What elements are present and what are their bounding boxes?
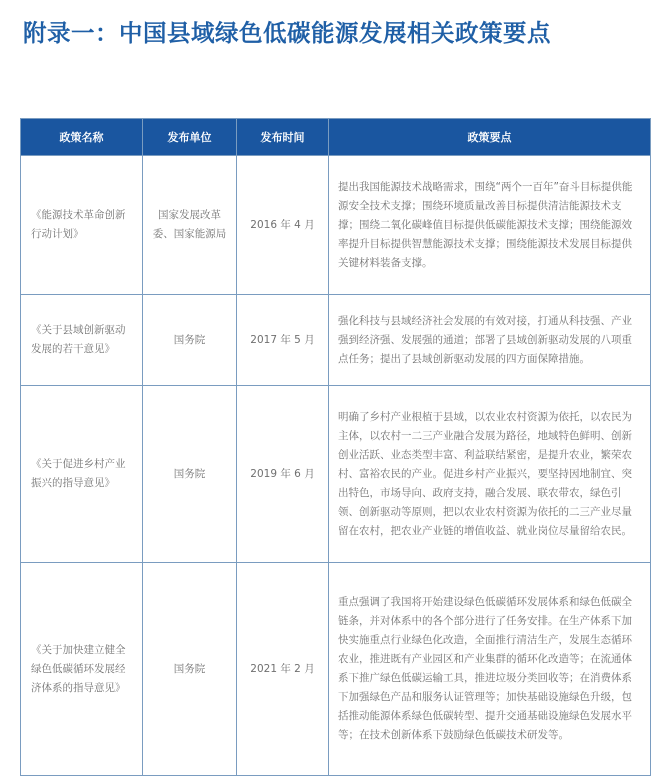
date-cell: 2019 年 6 月 [237, 386, 329, 563]
policy-name-cell: 《关于县域创新驱动发展的若干意见》 [21, 295, 143, 386]
policy-name-cell: 《能源技术革命创新行动计划》 [21, 156, 143, 295]
issuer-cell: 国务院 [143, 386, 237, 563]
table-row [21, 295, 651, 386]
issuer-cell: 国务院 [143, 295, 237, 386]
header-key-points: 政策要点 [329, 119, 651, 156]
key-points-cell: 明确了乡村产业根植于县域，以农业农村资源为依托，以农民为主体，以农村一二三产业融合发展为路径，地域特色鲜明、创新创业活跃、业态类型丰富、利益联结紧密，是提升农业，繁荣农村、富裕农民的产业。促进乡村产业振兴，要坚持因地制宜、突出特色，市场导向、政府支持，融合发展、联农带农，绿色引领、创新驱动等原则，把以农业农村资源为依托的二三产业尽量留在农村，把农业产业链的增值收益、就业岗位尽量留给农民。 [329, 386, 651, 563]
date-cell: 2016 年 4 月 [237, 156, 329, 295]
key-points-cell: 强化科技与县域经济社会发展的有效对接，打通从科技强、产业强到经济强、发展强的通道；部署了县域创新驱动发展的八项重点任务；提出了县域创新驱动发展的四方面保障措施。 [329, 295, 651, 386]
key-points-cell: 重点强调了我国将开始建设绿色低碳循环发展体系和绿色低碳全链条，并对体系中的各个部分进行了任务安排。在生产体系下加快实施重点行业绿色化改造，全面推行清洁生产，发展生态循环农业，推进既有产业园区和产业集群的循环化改造等；在流通体系下推广绿色低碳运输工具，推进垃圾分类回收等；在消费体系下加强绿色产品和服务认证管理等；加快基础设施绿色升级，包括推动能源体系绿色低碳转型、提升交通基础设施绿色发展水平等；在技术创新体系下鼓励绿色低碳技术研发等。 [329, 563, 651, 776]
date-cell: 2021 年 2 月 [237, 563, 329, 776]
table-header-row [21, 119, 651, 156]
header-date: 发布时间 [237, 119, 329, 156]
date-cell: 2017 年 5 月 [237, 295, 329, 386]
key-points-cell: 提出我国能源技术战略需求，围绕“两个一百年”奋斗目标提供能源安全技术支撑；围绕环境质量改善目标提供清洁能源技术支撑；围绕二氧化碳峰值目标提供低碳能源技术支撑；围绕能源效率提升目标提供智慧能源技术支撑；围绕能源技术发展目标提供关键材料装备支撑。 [329, 156, 651, 295]
policy-name-cell: 《关于促进乡村产业振兴的指导意见》 [21, 386, 143, 563]
table-row [21, 156, 651, 295]
policy-name-cell: 《关于加快建立健全绿色低碳循环发展经济体系的指导意见》 [21, 563, 143, 776]
issuer-cell: 国家发展改革委、国家能源局 [143, 156, 237, 295]
issuer-cell: 国务院 [143, 563, 237, 776]
header-issuer: 发布单位 [143, 119, 237, 156]
policy-table [20, 118, 651, 776]
table-row [21, 563, 651, 776]
header-policy-name: 政策名称 [21, 119, 143, 156]
page-title: 附录一：中国县域绿色低碳能源发展相关政策要点 [23, 19, 551, 47]
table-row [21, 386, 651, 563]
